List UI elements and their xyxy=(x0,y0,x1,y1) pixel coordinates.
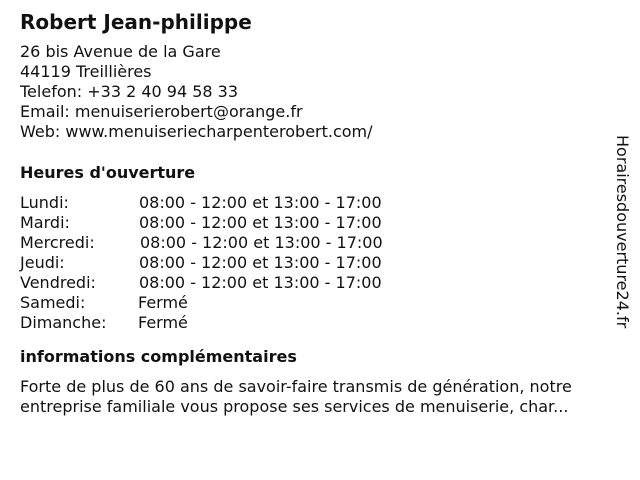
day-label: Mardi: xyxy=(20,213,70,232)
site-watermark: Horairesdouverture24.fr xyxy=(613,135,632,329)
day-label: Jeudi: xyxy=(20,253,65,272)
contact-block xyxy=(20,42,610,142)
website-line[interactable]: Web: www.menuiseriecharpenterobert.com/ xyxy=(20,122,373,141)
hours-row-samedi xyxy=(20,293,610,313)
day-hours: 08:00 - 12:00 et 13:00 - 17:00 xyxy=(139,253,382,272)
info-text-line: entreprise familiale vous propose ses services de menuiserie, char... xyxy=(20,397,569,416)
phone-line[interactable]: Telefon: +33 2 40 94 58 33 xyxy=(20,82,239,101)
hours-row-vendredi xyxy=(20,273,610,293)
day-hours: 08:00 - 12:00 et 13:00 - 17:00 xyxy=(139,193,382,212)
hours-row-lundi xyxy=(20,193,610,213)
day-hours: 08:00 - 12:00 et 13:00 - 17:00 xyxy=(139,273,382,292)
day-label: Mercredi: xyxy=(20,233,95,252)
hours-row-mercredi xyxy=(20,233,610,253)
day-label: Dimanche: xyxy=(20,313,107,332)
address-line-street: 26 bis Avenue de la Gare xyxy=(20,42,221,61)
business-name: Robert Jean-philippe xyxy=(20,10,252,34)
day-label: Lundi: xyxy=(20,193,69,212)
hours-row-mardi xyxy=(20,213,610,233)
day-label: Samedi: xyxy=(20,293,86,312)
hours-row-dimanche xyxy=(20,313,610,333)
opening-hours-table xyxy=(20,193,610,333)
email-line[interactable]: Email: menuiserierobert@orange.fr xyxy=(20,102,303,121)
info-text-line: Forte de plus de 60 ans de savoir-faire transmis de génération, notre xyxy=(20,377,572,396)
day-label: Vendredi: xyxy=(20,273,96,292)
additional-info-heading: informations complémentaires xyxy=(20,347,297,366)
day-hours: Fermé xyxy=(138,293,188,312)
additional-info-text xyxy=(20,377,610,417)
business-card xyxy=(20,10,610,417)
address-line-city: 44119 Treillières xyxy=(20,62,152,81)
day-hours: Fermé xyxy=(138,313,188,332)
day-hours: 08:00 - 12:00 et 13:00 - 17:00 xyxy=(139,213,382,232)
hours-row-jeudi xyxy=(20,253,610,273)
opening-hours-heading: Heures d'ouverture xyxy=(20,163,196,182)
day-hours: 08:00 - 12:00 et 13:00 - 17:00 xyxy=(140,233,383,252)
